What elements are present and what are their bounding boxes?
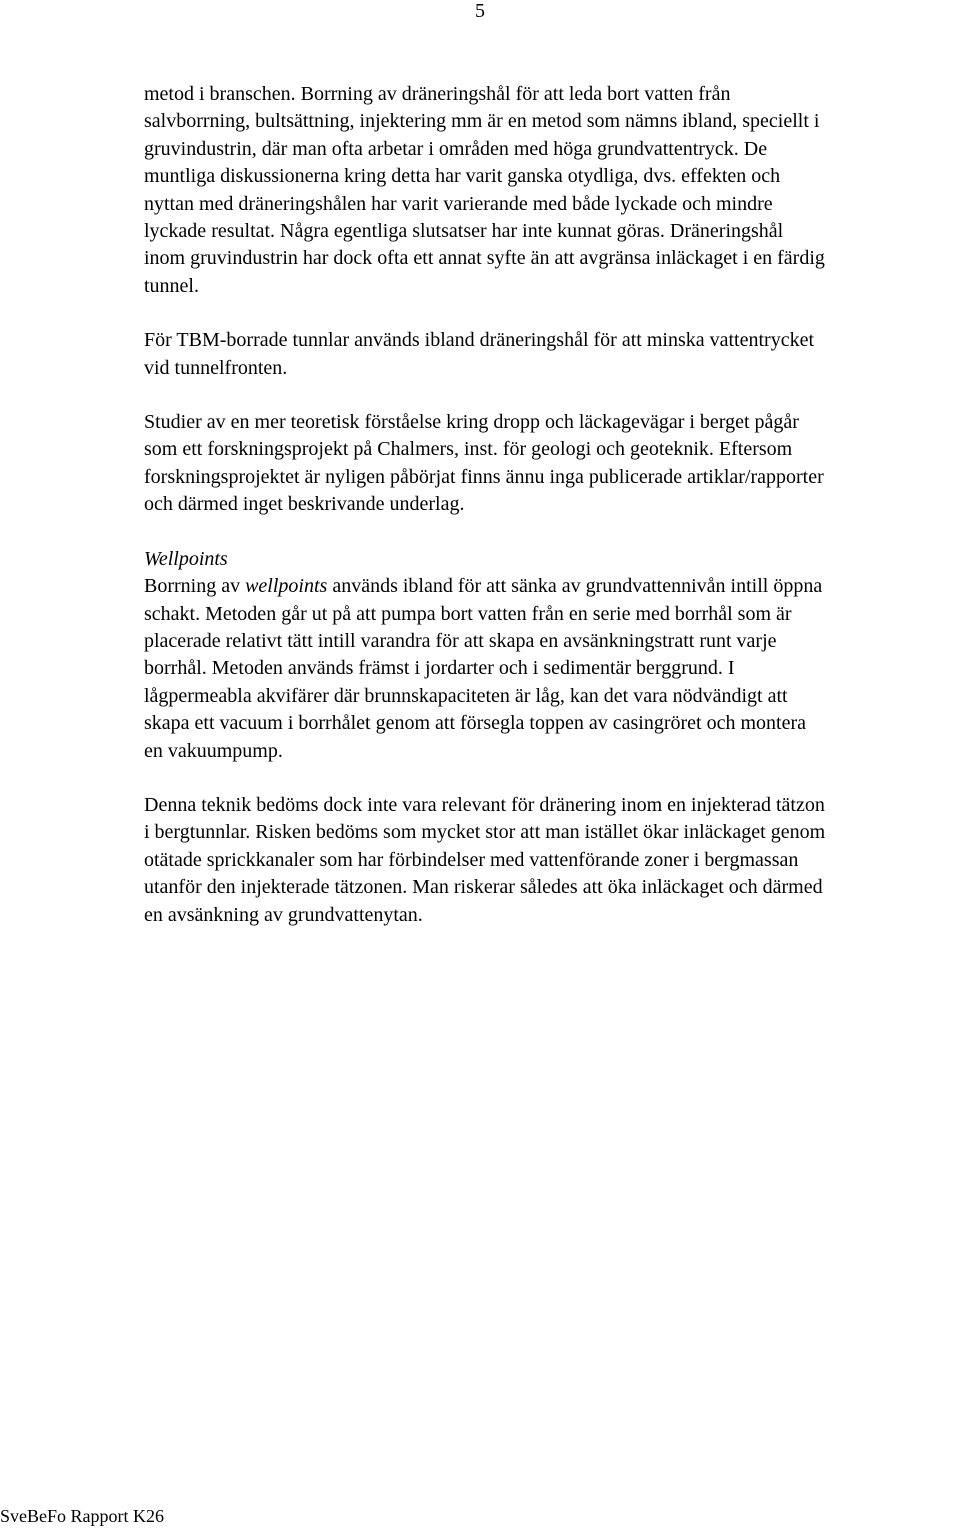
paragraph-drainage-holes — [144, 81, 960, 300]
text-line: utanför den injekterade tätzonen. Man riskerar således att öka inläckaget och därmed — [144, 876, 823, 899]
section-wellpoints — [144, 546, 960, 765]
page-footer: SveBeFo Rapport K26 — [0, 1506, 164, 1526]
paragraph-chalmers-research — [144, 409, 960, 519]
text-line: forskningsprojektet är nyligen påbörjat finns ännu inga publicerade artiklar/rapporter — [144, 465, 824, 488]
italic-term: wellpoints — [245, 575, 328, 598]
text-line: nyttan med dräneringshålen har varit varierande med både lyckade och mindre — [144, 192, 773, 215]
text-line: metod i branschen. Borrning av dräneringshål för att leda bort vatten från — [144, 83, 731, 105]
text-line: För TBM-borrade tunnlar används ibland dräneringshål för att minska vattentrycket — [144, 329, 814, 352]
text-line: en avsänkning av grundvattenytan. — [144, 903, 423, 926]
text-line: schakt. Metoden går ut på att pumpa bort vatten från en serie med borrhål som är — [144, 602, 792, 625]
text-line: borrhål. Metoden används främst i jordarter och i sedimentär berggrund. I — [144, 657, 735, 680]
text-line: salvborrning, bultsättning, injektering mm är en metod som nämns ibland, speciellt i — [144, 110, 820, 133]
text-fragment: används ibland för att sänka av grundvattennivån intill öppna — [327, 575, 823, 598]
text-line: som ett forskningsprojekt på Chalmers, inst. för geologi och geoteknik. Eftersom — [144, 438, 793, 461]
text-line: Studier av en mer teoretisk förståelse kring dropp och läckagevägar i berget pågår — [144, 411, 799, 434]
paragraph-relevance — [144, 792, 960, 929]
paragraph-tbm — [144, 327, 960, 382]
text-line: placerade relativt tätt intill varandra för att skapa en avsänkningstratt runt varje — [144, 629, 777, 652]
text-fragment: Borrning av — [144, 575, 246, 598]
text-line: muntliga diskussionerna kring detta har varit ganska otydliga, dvs. effekten och — [144, 165, 781, 188]
text-line — [144, 573, 960, 600]
text-line: lågpermeabla akvifärer där brunnskapaciteten är låg, kan det vara nödvändigt att — [144, 684, 788, 707]
text-line: inom gruvindustrin har dock ofta ett annat syfte än att avgränsa inläckaget i en färdig — [144, 247, 825, 270]
text-line: och därmed inget beskrivande underlag. — [144, 493, 465, 516]
text-line: lyckade resultat. Några egentliga slutsatser har inte kunnat göras. Dräneringshål — [144, 220, 784, 243]
text-line: tunnel. — [144, 274, 199, 297]
text-line: skapa ett vacuum i borrhålet genom att försegla toppen av casingröret och montera — [144, 712, 806, 735]
text-line: gruvindustrin, där man ofta arbetar i områden med höga grundvattentryck. De — [144, 137, 768, 160]
section-heading-wellpoints: Wellpoints — [144, 547, 228, 570]
text-line: i bergtunnlar. Risken bedöms som mycket stor att man istället ökar inläckaget genom — [144, 821, 826, 844]
text-line: en vakuumpump. — [144, 739, 283, 762]
text-line: Denna teknik bedöms dock inte vara relevant för dränering inom en injekterad tätzon — [144, 793, 825, 816]
document-body — [144, 81, 960, 929]
page-number: 5 — [475, 0, 485, 22]
text-line: vid tunnelfronten. — [144, 356, 288, 379]
text-line: otätade sprickkanaler som har förbindelser med vattenförande zoner i bergmassan — [144, 848, 799, 871]
